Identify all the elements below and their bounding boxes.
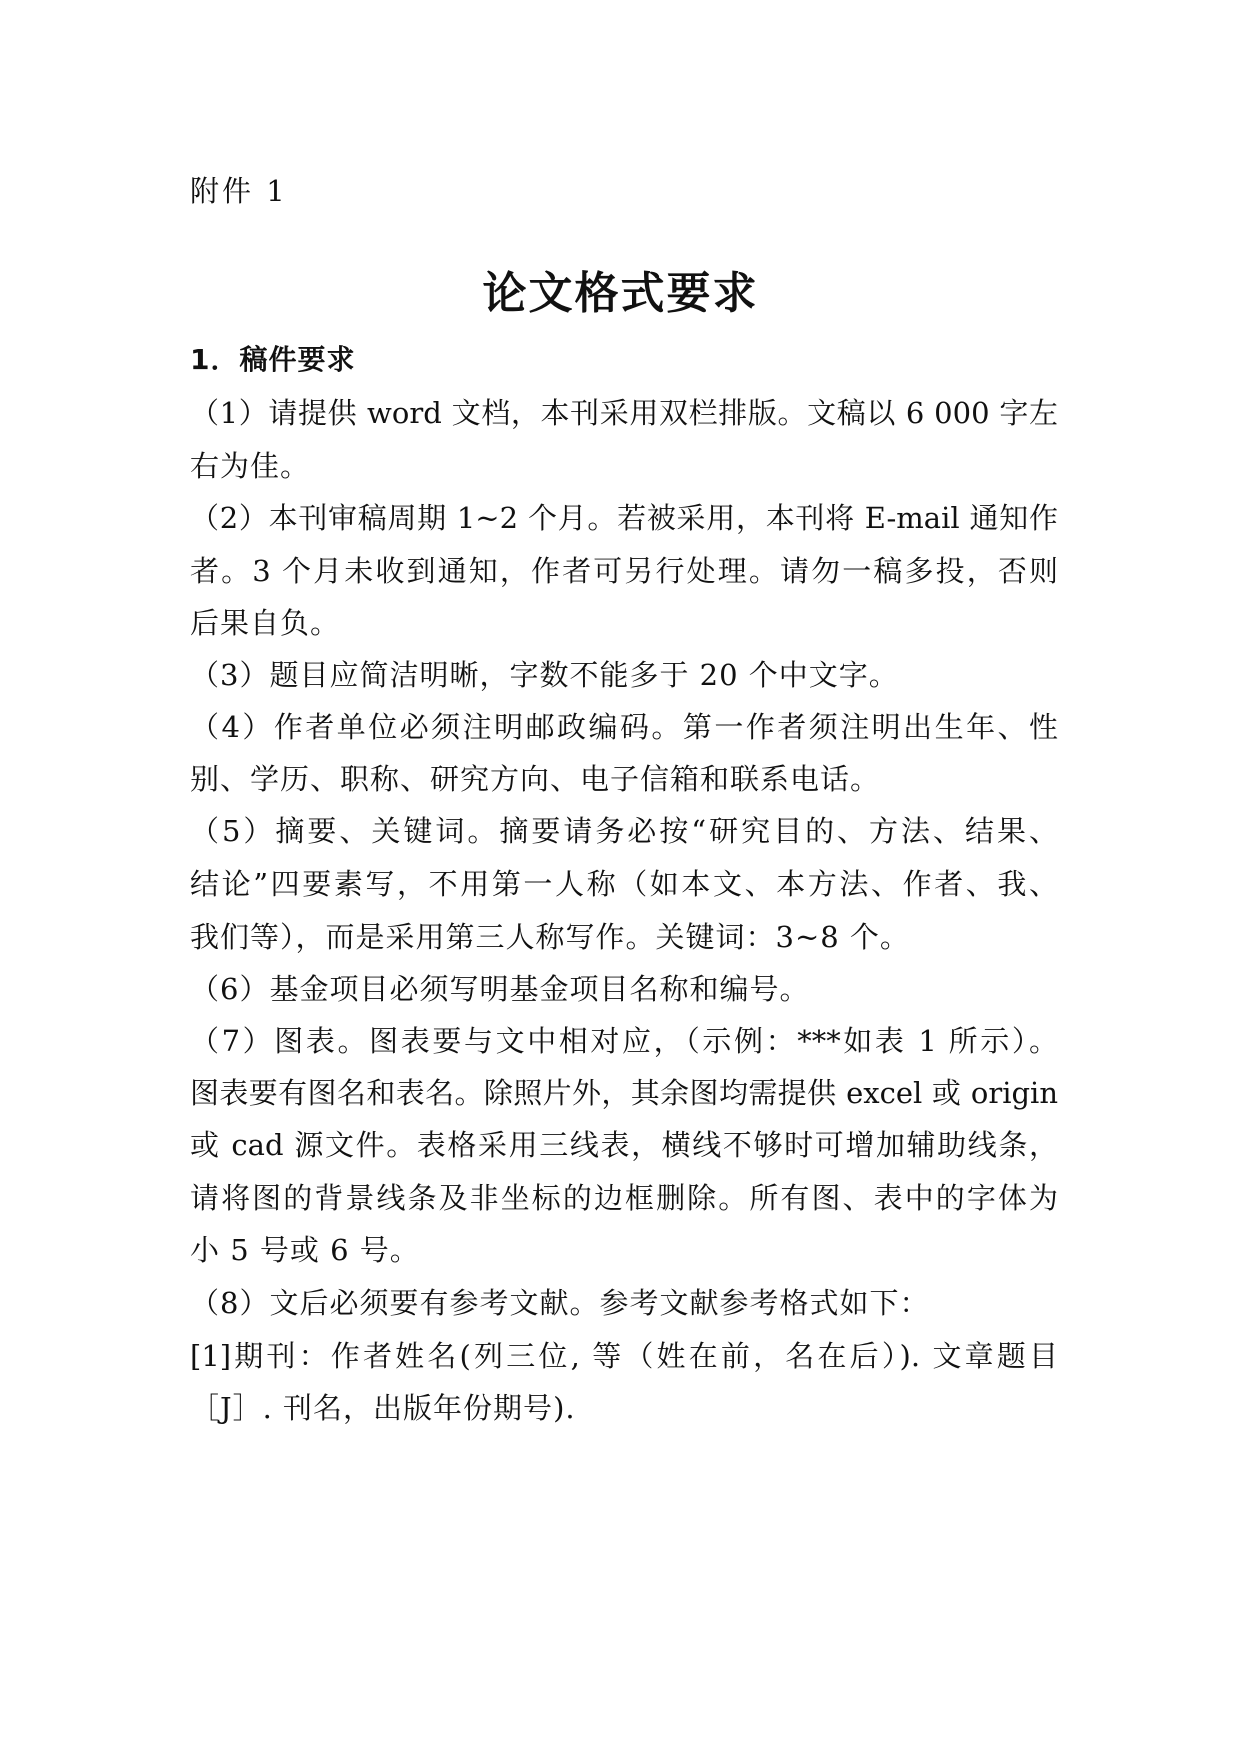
paragraph-line: 请将图的背景线条及非坐标的边框删除。所有图、表中的字体为 (190, 1181, 1058, 1215)
paragraph-line: 者。3 个月未收到通知，作者可另行处理。请勿一稿多投，否则 (190, 554, 1058, 588)
reference-line: ［J］. 刊名，出版年份期号). (190, 1391, 576, 1425)
paragraph-line: 图表要有图名和表名。除照片外，其余图均需提供 excel 或 origin (190, 1076, 1058, 1110)
paragraph-line: 小 5 号或 6 号。 (190, 1233, 420, 1267)
paragraph-line: （3）题目应简洁明晰，字数不能多于 20 个中文字。 (190, 658, 899, 692)
reference-line: [1]期刊：作者姓名(列三位, 等（姓在前，名在后）). 文章题目 (190, 1339, 1058, 1373)
paragraph-line: （6）基金项目必须写明基金项目名称和编号。 (190, 972, 810, 1006)
section-heading-1: 1．稿件要求 (190, 343, 356, 376)
paragraph-line: （1）请提供 word 文档，本刊采用双栏排版。文稿以 6 000 字左 (190, 396, 1058, 430)
attachment-label: 附件 1 (190, 174, 288, 208)
paragraph-line: 右为佳。 (190, 449, 311, 483)
paragraph-line: 我们等），而是采用第三人称写作。关键词：3~8 个。 (190, 920, 910, 954)
paragraph-line: （7）图表。图表要与文中相对应，（示例：***如表 1 所示）。 (190, 1024, 1058, 1058)
paragraph-line: 别、学历、职称、研究方向、电子信箱和联系电话。 (190, 762, 881, 796)
paragraph-line: 后果自负。 (190, 606, 341, 640)
paragraph-line: 结论”四要素写，不用第一人称（如本文、本方法、作者、我、 (190, 867, 1058, 901)
paragraph-line: 或 cad 源文件。表格采用三线表，横线不够时可增加辅助线条， (190, 1128, 1058, 1162)
page-title: 论文格式要求 (482, 268, 759, 319)
paragraph-line: （5）摘要、关键词。摘要请务必按“研究目的、方法、结果、 (190, 814, 1058, 848)
paragraph-line: （8）文后必须要有参考文献。参考文献参考格式如下： (190, 1286, 930, 1320)
paragraph-line: （2）本刊审稿周期 1~2 个月。若被采用，本刊将 E-mail 通知作 (190, 501, 1058, 535)
paragraph-line: （4）作者单位必须注明邮政编码。第一作者须注明出生年、性 (190, 710, 1058, 744)
